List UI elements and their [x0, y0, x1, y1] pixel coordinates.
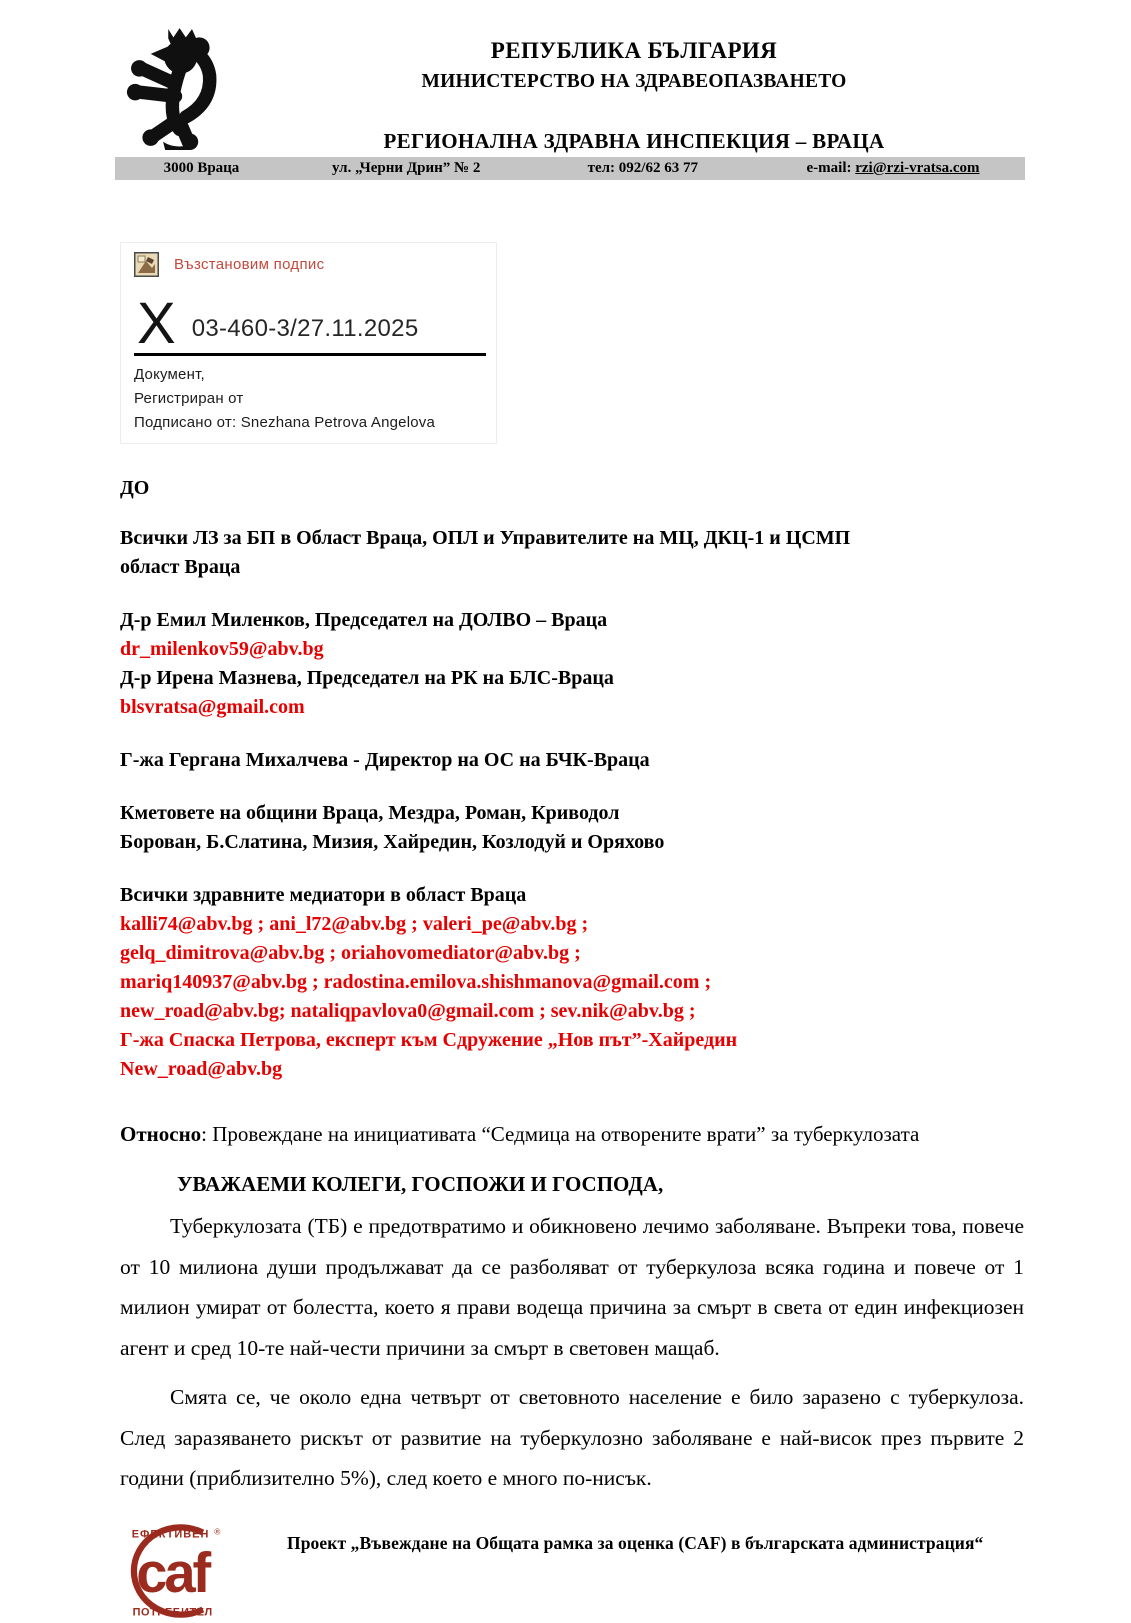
signature-doc-line: Документ,	[134, 366, 205, 384]
recipient-email: gelq_dimitrova@abv.bg ; oriahovomediator@abv.bg ;	[120, 942, 581, 965]
recipient-line: Всички ЛЗ за БП в Област Враца, ОПЛ и Управителите на МЦ, ДКЦ-1 и ЦСМП	[120, 527, 851, 550]
subject-line	[120, 1118, 1024, 1151]
signature-x-line[interactable]	[134, 291, 486, 356]
contact-city: 3000 Враца	[163, 160, 240, 176]
contact-address: ул. „Черни Дрин” № 2	[332, 160, 481, 176]
contact-email-link[interactable]: rzi@rzi-vratsa.com	[855, 160, 980, 176]
recipient-email: dr_milenkov59@abv.bg	[120, 638, 324, 661]
body-paragraph-2: Смята се, че около една четвърт от световното население е било заразено с туберкулоза. След заразяването рискът от развитие на туберкулозно заболяване е най-висок през първите 2 години (приблизително 5%), след което е много по-нисък.	[120, 1385, 1024, 1491]
recipient-group-bchk	[120, 746, 1024, 775]
signature-registered-line: Регистриран от	[134, 390, 244, 408]
recipient-email: mariq140937@abv.bg ; radostina.emilova.shishmanova@gmail.com ;	[120, 971, 712, 994]
letterhead-titles	[243, 26, 1025, 155]
recipient-line: Д-р Емил Миленков, Председател на ДОЛВО – Враца	[120, 609, 608, 632]
letterhead	[0, 0, 1131, 155]
recipient-group-medical	[120, 524, 1024, 582]
lion-emblem-icon	[115, 26, 237, 150]
recipient-line: Всички здравните медиатори в област Враца	[120, 884, 527, 907]
contact-phone: тел: 092/62 63 77	[587, 160, 698, 176]
contact-bar	[115, 157, 1025, 180]
recipient-email: new_road@abv.bg; nataliqpavlova0@gmail.com ; sev.nik@abv.bg ;	[120, 1000, 696, 1023]
to-label: ДО	[120, 477, 150, 500]
signature-image-icon	[134, 252, 159, 277]
coat-of-arms	[115, 26, 243, 155]
signature-signed-line: Подписано от: Snezhana Petrova Angelova	[134, 414, 436, 432]
subject-text: : Провеждане на инициативата “Седмица на отворените врати” за туберкулозата	[201, 1122, 920, 1147]
caf-logo-icon	[113, 1519, 223, 1623]
recipient-line: Борован, Б.Слатина, Мизия, Хайредин, Козлодуй и Оряхово	[120, 831, 665, 854]
signature-reference-number: 03-460-3/27.11.2025	[191, 315, 419, 343]
recipient-line: Г-жа Спаска Петрова, експерт към Сдружение „Нов път”-Хайредин	[120, 1029, 738, 1052]
recipient-line: Г-жа Гергана Михалчева - Директор на ОС на БЧК-Враца	[120, 749, 650, 772]
page-footer	[0, 1499, 1131, 1623]
ministry-title: МИНИСТЕРСТВО НА ЗДРАВЕОПАЗВАНЕТО	[421, 71, 847, 92]
recipient-line: област Враца	[120, 556, 241, 579]
recoverable-signature-label: Възстановим подпис	[174, 256, 325, 273]
republic-title: РЕПУБЛИКА БЪЛГАРИЯ	[490, 38, 778, 63]
recipient-group-mayors	[120, 799, 1024, 857]
subject-label: Относно	[120, 1122, 202, 1147]
salutation: УВАЖАЕМИ КОЛЕГИ, ГОСПОЖИ И ГОСПОДА,	[177, 1172, 664, 1197]
caf-registered-mark: ®	[214, 1526, 221, 1537]
contact-email	[761, 160, 1025, 177]
contact-email-label: e-mail:	[806, 160, 856, 176]
body-paragraph-1: Туберкулозата (ТБ) е предотвратимо и обикновено лечимо заболяване. Въпреки това, повече от 10 милиона души продължават да се разболяват от туберкулоза всяка година и повече от 1 милион умират от болестта, което я прави водеща причина за смърт в света от един инфекциозен агент и сред 10-те най-чести причини за смърт в световен мащаб.	[120, 1214, 1024, 1360]
signature-rule	[134, 353, 486, 356]
caf-logo-top-text: ЕФЕКТИВЕН	[131, 1528, 210, 1541]
recipient-email: New_road@abv.bg	[120, 1058, 283, 1081]
recipient-email: kalli74@abv.bg ; ani_l72@abv.bg ; valeri_pe@abv.bg ;	[120, 913, 589, 936]
signature-panel	[120, 242, 497, 444]
recipients-section	[120, 474, 1024, 1084]
recipient-group-mediators	[120, 881, 1024, 1084]
inspection-title: РЕГИОНАЛНА ЗДРАВНА ИНСПЕКЦИЯ – ВРАЦА	[383, 129, 885, 153]
signature-header	[134, 252, 486, 277]
signature-x-mark: X	[137, 291, 176, 356]
recipient-group-chairs	[120, 606, 1024, 722]
caf-logo-main-text: caf	[136, 1540, 209, 1604]
recipient-line: Д-р Ирена Мазнева, Председател на РК на БЛС-Враца	[120, 667, 614, 690]
project-text: Проект „Въвеждане на Общата рамка за оценка (CAF) в българската администрация“	[287, 1532, 984, 1553]
recipient-email: blsvratsa@gmail.com	[120, 696, 305, 719]
recipient-line: Кметовете на общини Враца, Мездра, Роман, Криводол	[120, 802, 620, 825]
caf-logo-bottom-text: ПОТРЕБИТЕЛ	[132, 1606, 213, 1619]
signature-details	[134, 363, 486, 435]
